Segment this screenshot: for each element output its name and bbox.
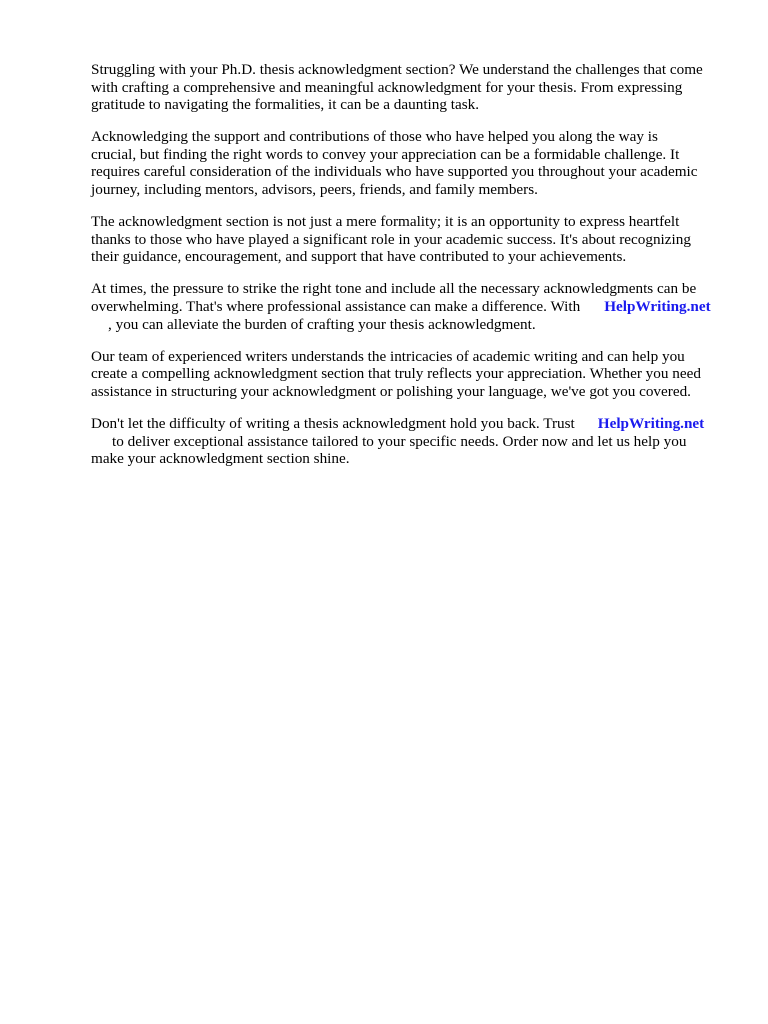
text-line <box>91 298 731 316</box>
text-line: thanks to those who have played a significant role in your academic success. It's about recognizing <box>91 230 691 248</box>
helpwriting-link[interactable]: HelpWriting.net <box>597 415 705 432</box>
paragraph-pressure <box>91 280 731 333</box>
text-line: Acknowledging the support and contributions of those who have helped you along the way is <box>91 128 658 146</box>
text-line: gratitude to navigating the formalities, it can be a daunting task. <box>91 96 480 114</box>
text-line: create a compelling acknowledgment section that truly reflects your appreciation. Whether you need <box>91 365 701 383</box>
text-line: Our team of experienced writers understands the intricacies of academic writing and can help you <box>91 347 685 365</box>
paragraph-support <box>91 128 731 198</box>
text-line: requires careful consideration of the individuals who have supported you throughout your academic <box>91 163 698 181</box>
text-line: to deliver exceptional assistance tailored to your specific needs. Order now and let us help you <box>112 432 687 450</box>
text-segment: Don't let the difficulty of writing a thesis acknowledgment hold you back. Trust <box>91 415 575 432</box>
text-line: journey, including mentors, advisors, peers, friends, and family members. <box>91 181 538 199</box>
text-line: crucial, but finding the right words to convey your appreciation can be a formidable challenge. It <box>91 145 680 163</box>
paragraph-team <box>91 348 731 401</box>
paragraph-closing <box>91 415 731 468</box>
text-line <box>91 415 731 433</box>
text-line: At times, the pressure to strike the right tone and include all the necessary acknowledgments can be <box>91 280 697 298</box>
document-page <box>91 61 731 482</box>
text-line: Struggling with your Ph.D. thesis acknowledgment section? We understand the challenges that come <box>91 61 703 78</box>
paragraph-intro <box>91 61 731 114</box>
paragraph-formality <box>91 213 731 266</box>
text-line: assistance in structuring your acknowledgment or polishing your language, we've got you covered. <box>91 382 691 400</box>
helpwriting-link[interactable]: HelpWriting.net <box>604 298 711 316</box>
text-line: The acknowledgment section is not just a mere formality; it is an opportunity to express heartfelt <box>91 213 680 231</box>
text-line: , you can alleviate the burden of crafting your thesis acknowledgment. <box>108 315 536 333</box>
text-line: their guidance, encouragement, and support that have contributed to your achievements. <box>91 248 627 266</box>
text-segment: overwhelming. That's where professional assistance can make a difference. With <box>91 298 581 316</box>
text-line: make your acknowledgment section shine. <box>91 450 350 468</box>
text-line: with crafting a comprehensive and meaningful acknowledgment for your thesis. From expressing <box>91 78 683 96</box>
